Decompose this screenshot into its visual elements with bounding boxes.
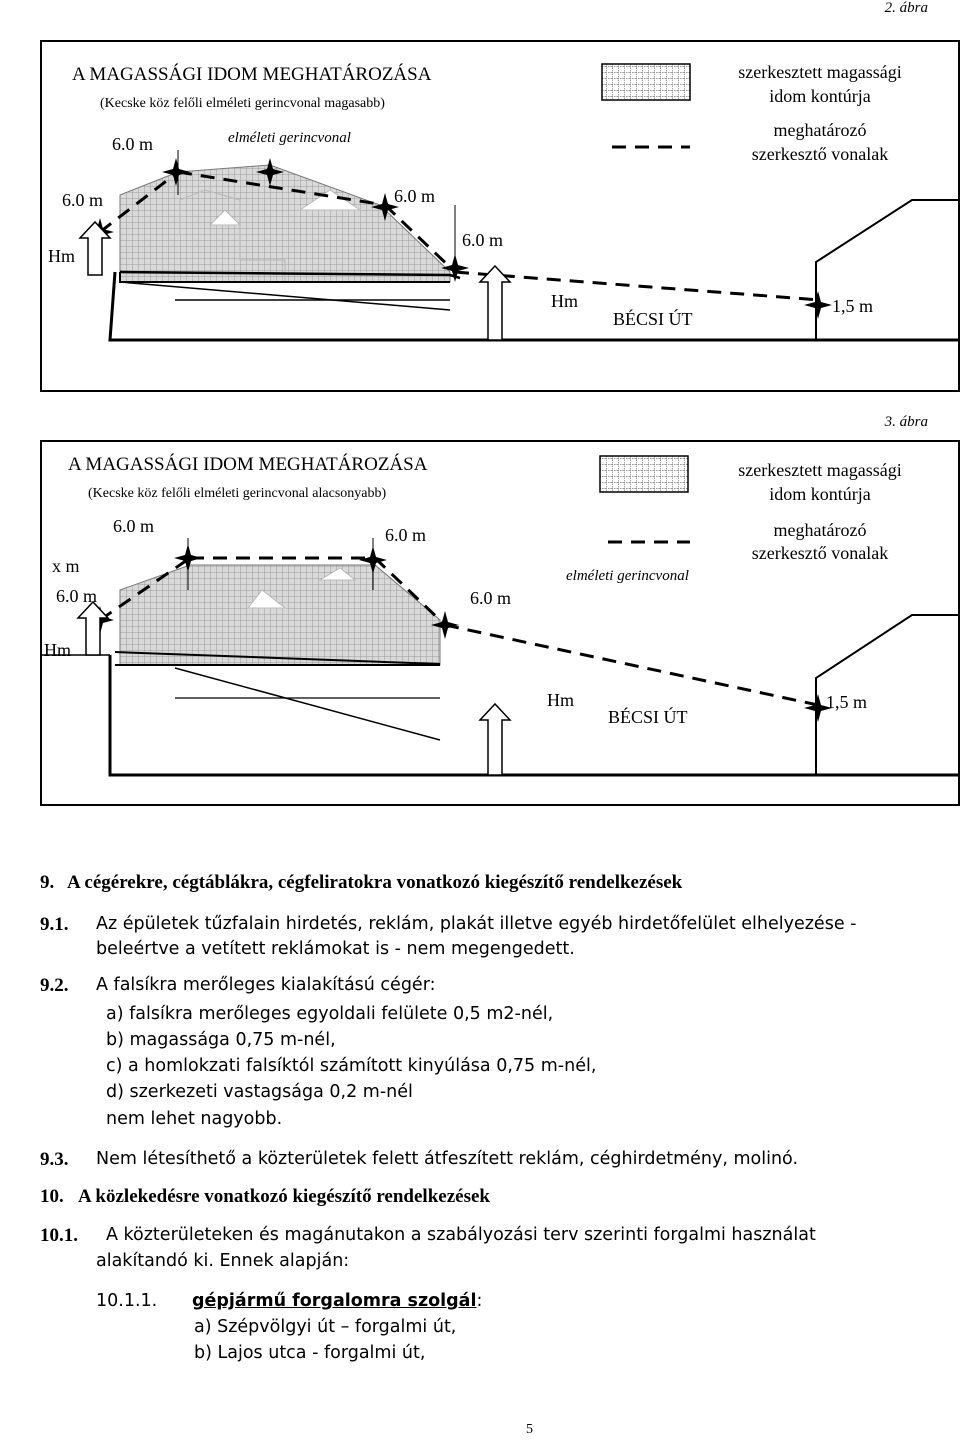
list-item: c) a homlokzati falsíktól számított kinyúlása 0,75 m-nél, bbox=[106, 1056, 597, 1076]
list-item: b) magassága 0,75 m-nél, bbox=[106, 1030, 336, 1050]
list-item: b) Lajos utca - forgalmi út, bbox=[194, 1343, 426, 1363]
height-point-marker bbox=[804, 291, 832, 319]
legend-lines-label-2: szerkesztő vonalak bbox=[751, 543, 889, 563]
height-diagram bbox=[0, 0, 960, 400]
list-item: a) Szépvölgyi út – forgalmi út, bbox=[194, 1317, 457, 1337]
hm-label: Hm bbox=[48, 246, 75, 266]
paragraph-line: A közterületeken és magánutakon a szabályozási terv szerinti forgalmi használat bbox=[106, 1225, 816, 1245]
paragraph-line: beleértve a vetített reklámokat is - nem megengedett. bbox=[96, 939, 575, 959]
section-number: 9. bbox=[40, 872, 55, 893]
dimension-label: 6.0 m bbox=[394, 186, 436, 206]
list-item: d) szerkezeti vastagsága 0,2 m-nél bbox=[106, 1082, 413, 1102]
paragraph-line: nem lehet nagyobb. bbox=[106, 1109, 283, 1129]
dimension-label: 6.0 m bbox=[470, 588, 512, 608]
page-number: 5 bbox=[526, 1422, 533, 1437]
section-title: A cégérekre, cégtáblákra, cégfeliratokra vonatkozó kiegészítő rendelkezések bbox=[67, 872, 683, 893]
building-contour bbox=[120, 565, 440, 665]
dimension-label: x m bbox=[52, 556, 80, 576]
hm-label: Hm bbox=[44, 640, 71, 660]
legend-contour-swatch bbox=[600, 456, 688, 492]
paragraph-line bbox=[192, 1289, 482, 1314]
figure-title: A MAGASSÁGI IDOM MEGHATÁROZÁSA bbox=[72, 64, 432, 85]
legend-lines-label: meghatározó bbox=[773, 520, 867, 540]
paragraph-number: 10.1.1. bbox=[96, 1291, 158, 1311]
hm-label: Hm bbox=[547, 690, 574, 710]
paragraph-line: Az épületek tűzfalain hirdetés, reklám, plakát illetve egyéb hirdetőfelület elhelyezése - bbox=[96, 914, 857, 934]
figure-title: A MAGASSÁGI IDOM MEGHATÁROZÁSA bbox=[68, 454, 428, 475]
legend-contour-label-2: idom kontúrja bbox=[769, 86, 871, 106]
figure-caption: 3. ábra bbox=[884, 414, 928, 430]
legend-contour-label-2: idom kontúrja bbox=[769, 484, 871, 504]
hm-label: Hm bbox=[551, 291, 578, 311]
legend-lines-label-2: szerkesztő vonalak bbox=[751, 144, 889, 164]
paragraph-number: 9.3. bbox=[40, 1149, 69, 1170]
dimension-label: 1,5 m bbox=[826, 692, 868, 712]
legend-contour-swatch bbox=[602, 64, 690, 100]
list-item: a) falsíkra merőleges egyoldali felülete 0,5 m2-nél, bbox=[106, 1004, 554, 1024]
ridge-label: elméleti gerincvonal bbox=[228, 130, 351, 146]
hm-arrow-mid bbox=[480, 266, 510, 340]
paragraph-number: 9.2. bbox=[40, 975, 69, 996]
section-title: A közlekedésre vonatkozó kiegészítő rendelkezések bbox=[78, 1186, 490, 1207]
dimension-label: 6.0 m bbox=[113, 516, 155, 536]
colon: : bbox=[476, 1291, 483, 1311]
road-label: BÉCSI ÚT bbox=[608, 707, 688, 727]
ridge-label: elméleti gerincvonal bbox=[566, 568, 689, 584]
section-number: 10. bbox=[40, 1186, 64, 1207]
dimension-label: 6.0 m bbox=[462, 230, 504, 250]
figure-caption: 2. ábra bbox=[884, 0, 928, 16]
figure-subtitle: (Kecske köz felőli elméleti gerincvonal magasabb) bbox=[100, 96, 385, 111]
figure-subtitle: (Kecske köz felőli elméleti gerincvonal alacsonyabb) bbox=[88, 486, 387, 501]
legend-contour-label: szerkesztett magassági bbox=[738, 460, 902, 480]
paragraph-line: A falsíkra merőleges kialakítású cégér: bbox=[96, 975, 436, 995]
legend-contour-label: szerkesztett magassági bbox=[738, 62, 902, 82]
dimension-label: 6.0 m bbox=[56, 586, 98, 606]
hm-arrow-mid bbox=[480, 704, 510, 775]
paragraph-line: Nem létesíthető a közterületek felett átfeszített reklám, céghirdetmény, molinó. bbox=[96, 1149, 799, 1169]
dimension-label: 6.0 m bbox=[112, 134, 154, 154]
dimension-label: 6.0 m bbox=[385, 525, 427, 545]
legend-lines-label: meghatározó bbox=[773, 120, 867, 140]
paragraph-line: alakítandó ki. Ennek alapján: bbox=[96, 1251, 350, 1271]
dimension-label: 6.0 m bbox=[62, 190, 104, 210]
paragraph-number: 10.1. bbox=[40, 1225, 78, 1246]
hm-arrow-left bbox=[78, 602, 108, 655]
emphasis-text: gépjármű forgalomra szolgál bbox=[192, 1291, 477, 1311]
paragraph-number: 9.1. bbox=[40, 914, 69, 935]
dimension-label: 1,5 m bbox=[832, 296, 874, 316]
road-label: BÉCSI ÚT bbox=[613, 309, 693, 329]
